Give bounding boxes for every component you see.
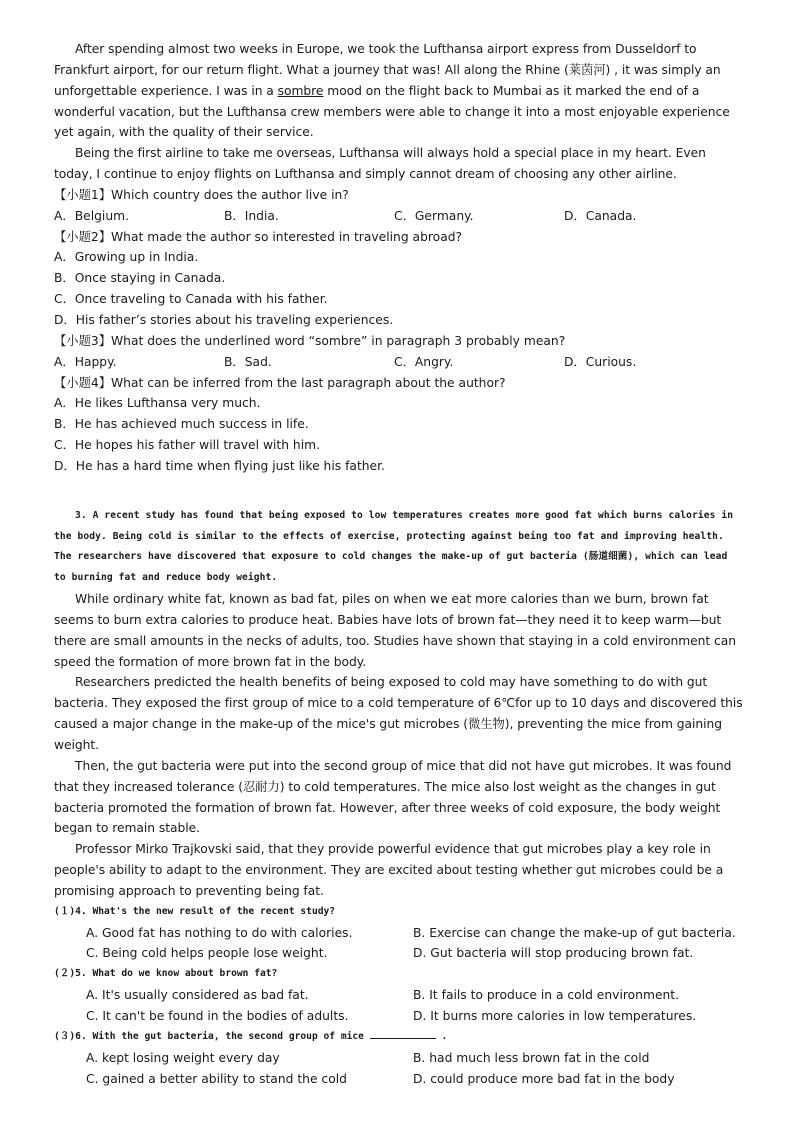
question-5-options-row-2 — [54, 943, 744, 964]
option-b[interactable]: B．Sad. — [224, 354, 272, 369]
question-6-options-row-1 — [54, 985, 744, 1006]
passage3-paragraph-4: Professor Mirko Trajkovski said, that they provide powerful evidence that gut microbes play a key role in people's ability to adapt to the environment. They are excited about testing whether gut microbes could be a promising approach to preventing being fat. — [54, 842, 724, 898]
passage3-intro: 3. A recent study has found that being exposed to low temperatures creates more good fat which burns calories in the body. Being cold is similar to the effects of exercise, protecting against being too fat and improving health. The researchers have discovered that exposure to cold changes the make-up of gut bacteria (肠道细菌), which can lead to burning fat and reduce body weight. — [54, 509, 734, 584]
option-c[interactable]: C. It can't be found in the bodies of adults. — [86, 1008, 349, 1023]
question-text-end: . — [441, 1030, 448, 1042]
option-b[interactable]: B．India. — [224, 208, 279, 223]
option-c[interactable]: C．Germany. — [394, 208, 474, 223]
option-d[interactable]: D. Gut bacteria will stop producing brown fat. — [413, 946, 694, 961]
answer-blank[interactable] — [370, 1027, 436, 1039]
option-b[interactable]: B. Exercise can change the make-up of gut bacteria. — [413, 925, 736, 940]
section-gap — [54, 477, 744, 506]
question-6-options-row-2 — [54, 1006, 744, 1027]
option-a[interactable]: A．Growing up in India. — [54, 250, 199, 265]
option-c[interactable]: C．He hopes his father will travel with him. — [54, 438, 321, 453]
passage3-paragraph-2: Researchers predicted the health benefits of being exposed to cold may have something to do with gut bacteria. They exposed the first group of mice to a cold temperature of 6℃for up to 10 days and discovered this caused a major change in the make-up of the mice's gut microbes (微生物), preventing the mice from gaining weight. — [54, 675, 743, 752]
option-a[interactable]: A．Belgium. — [54, 208, 130, 223]
text-run: After spending almost two weeks in Europe, we took the Lufthansa airport express from Dusseldorf to Frankfurt airport, for our return flight. What a journey that was! All along the Rhine (莱茵河) , it was simply an unforgettable experience. I was in a — [54, 42, 721, 98]
question-3-title: 【小题3】What does the underlined word “sombre” in paragraph 3 probably mean? — [54, 333, 566, 348]
option-c[interactable]: C. Being cold helps people lose weight. — [86, 946, 328, 961]
option-d[interactable]: D. It burns more calories in low temperatures. — [413, 1008, 697, 1023]
option-d[interactable]: D．He has a hard time when flying just like his father. — [54, 458, 385, 473]
question-2-title: 【小题2】What made the author so interested in traveling abroad? — [54, 229, 463, 244]
option-c[interactable]: C．Angry. — [394, 354, 454, 369]
question-text: (３)6. With the gut bacteria, the second group of mice — [54, 1030, 364, 1042]
text-run: mood on the flight back to Mumbai as it marked the end of a wonderful vacation, but the Lufthansa crew members were able to change it into a most enjoyable experience yet again, with the quality of their service. — [54, 83, 730, 140]
passage3-paragraph-1: While ordinary white fat, known as bad fat, piles on when we eat more calories than we burn, brown fat seems to burn extra calories to produce heat. Babies have lots of brown fat—they need it to keep warm—but there are small amounts in the necks of adults, too. Studies have shown that staying in a cold environment can speed the formation of more brown fat in the body. — [54, 592, 736, 669]
option-a[interactable]: A．Happy. — [54, 354, 117, 369]
option-d[interactable]: D．Curious. — [564, 354, 637, 369]
option-c[interactable]: C．Once traveling to Canada with his father. — [54, 292, 328, 307]
underlined-word: sombre — [277, 83, 324, 98]
option-a[interactable]: A. Good fat has nothing to do with calories. — [86, 925, 353, 940]
option-b[interactable]: B．Once staying in Canada. — [54, 271, 226, 286]
option-c[interactable]: C. gained a better ability to stand the cold — [86, 1071, 347, 1086]
question-7-title — [54, 1027, 744, 1048]
question-5-options-row-1 — [54, 923, 744, 944]
option-a[interactable]: A．He likes Lufthansa very much. — [54, 396, 261, 411]
question-6-title: (２)5. What do we know about brown fat? — [54, 968, 278, 980]
passage2-paragraph-2: Being the first airline to take me overseas, Lufthansa will always hold a special place in my heart. Even today, I continue to enjoy flights on Lufthansa and simply cannot dream of choosing any other airline. — [54, 146, 706, 182]
question-1-options — [54, 206, 744, 227]
question-3-options — [54, 352, 744, 373]
option-b[interactable]: B．He has achieved much success in life. — [54, 417, 309, 432]
option-d[interactable]: D．His father’s stories about his traveling experiences. — [54, 312, 394, 327]
question-4-title: 【小题4】What can be inferred from the last paragraph about the author? — [54, 375, 506, 390]
passage2-paragraph-1 — [54, 39, 744, 143]
passage3-paragraph-3: Then, the gut bacteria were put into the second group of mice that did not have gut microbes. It was found that they increased tolerance (忍耐力) to cold temperatures. The mice also lost weight as the changes in gut bacteria promoted the formation of brown fat. However, after three weeks of cold exposure, the body weight began to remain stable. — [54, 758, 732, 836]
question-7-options-row-1 — [54, 1048, 744, 1069]
question-1-title: 【小题1】Which country does the author live in? — [54, 187, 349, 202]
question-5-title: (１)4. What's the new result of the recent study? — [54, 905, 336, 917]
option-b[interactable]: B. It fails to produce in a cold environment. — [413, 988, 680, 1003]
question-7-options-row-2 — [54, 1069, 744, 1090]
option-d[interactable]: D．Canada. — [564, 208, 637, 223]
option-b[interactable]: B. had much less brown fat in the cold — [413, 1050, 650, 1065]
option-d[interactable]: D. could produce more bad fat in the body — [413, 1071, 675, 1086]
option-a[interactable]: A. kept losing weight every day — [86, 1050, 280, 1065]
option-a[interactable]: A. It's usually considered as bad fat. — [86, 988, 309, 1003]
